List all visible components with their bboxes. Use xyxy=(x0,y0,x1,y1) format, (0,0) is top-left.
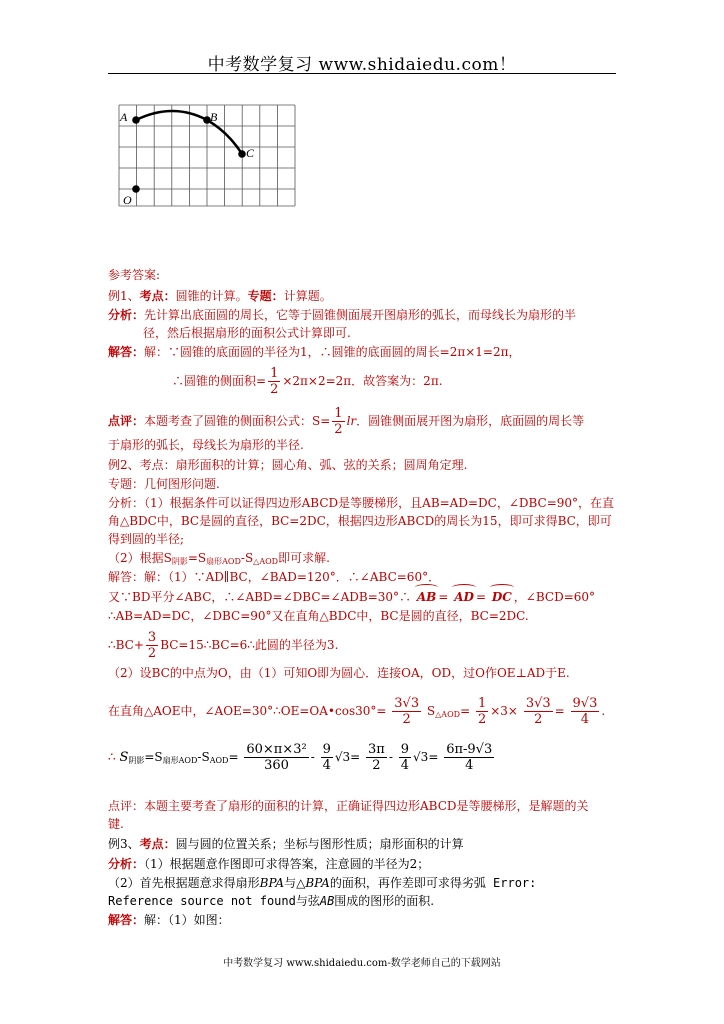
ex2-jieda-1: 解答：解：（1）∵AD∥BC，∠BAD=120°．∴∠ABC=60°． xyxy=(108,570,441,584)
ex1-jieda: 解答：解：∵圆锥的底面圆的半径为1，∴圆锥的底面圆的周长=2π×1=2π， xyxy=(108,345,521,359)
ex1-kaodian: 例1、考点：圆锥的计算。专题：计算题。 xyxy=(108,289,332,303)
ex2-fenxi-3: 得到圆的半径; xyxy=(108,532,185,546)
ex2-dianping: 点评：本题主要考查了扇形的面积的计算，正确证得四边形ABCD是等腰梯形，是解题的关 xyxy=(108,799,589,813)
ex3-fenxi-1: 分析：（1）根据题意作图即可求得答案，注意圆的半径为2； xyxy=(108,857,430,871)
label-a: A xyxy=(120,110,128,124)
ex2-fenxi-2: 角△BDC中，BC是圆的直径，BC=2DC，根据四边形ABCD的周长为15，即可求得BC，即可 xyxy=(108,514,612,528)
ex2-fenxi-1: 分析：（1）根据条件可以证得四边形ABCD是等腰梯形，且AB=AD=DC，∠DBC=90°，在直 xyxy=(108,496,615,510)
ex1-jieda-formula: ∴圆锥的侧面积= $\frac{1}{2}$ ×2π×2=2π．故答案为：2π. xyxy=(172,366,443,397)
ex2-jieda-3: ∴AB=AD=DC，∠DBC=90°又在直角△BDC中，BC是圆的直径，BC=2DC. xyxy=(108,609,529,623)
ex2-jieda-5: （2）设BC的中点为O，由（1）可知O即为圆心．连接OA，OD，过O作OE⊥AD于E. xyxy=(108,666,570,680)
ex2-zhuanti: 专题：几何图形问题. xyxy=(108,477,220,491)
point-a xyxy=(132,116,140,124)
grid-figure xyxy=(108,98,298,210)
ex2-jieda-6: 在直角△AOE中，∠AOE=30°∴OE=OA•cos30°= $\frac{3√3}{2}$ $S_{\triangle AOD}=$ $\frac{1}{2}$ ×3× $\frac{3√3}{2}$ = $\frac{9√3}{4}$ . xyxy=(108,696,606,727)
ex2-kaodian: 例2、考点：扇形面积的计算；圆心角、弧、弦的关系；圆周角定理. xyxy=(108,458,468,472)
label-c: C xyxy=(246,146,255,160)
answer-heading: 参考答案: xyxy=(108,268,161,282)
ex2-jieda-2: 又∵BD平分∠ABC，∴∠ABD=∠DBC=∠ADB=30°∴ AB = AD = DC ，∠BCD=60° xyxy=(108,590,596,604)
ex1-fenxi-cont: 径，然后根据扇形的面积公式计算即可. xyxy=(143,326,351,340)
header-divider xyxy=(108,73,616,74)
ex2-jieda-4: ∴BC+ $\frac{3}{2}$ BC=15∴BC=6∴此圆的半径为3. xyxy=(108,630,339,661)
page-header: 中考数学复习 www.shidaiedu.com！ xyxy=(207,55,517,75)
ex1-dianping-cont: 于扇形的弧长，母线长为扇形的半径. xyxy=(108,438,304,452)
ex3-fenxi-3: Reference source not found与弦AB围成的图形的面积. xyxy=(108,894,435,908)
ex3-kaodian: 例3、考点：圆与圆的位置关系；坐标与图形性质；扇形面积的计算 xyxy=(108,837,464,851)
ex2-dianping-cont: 键. xyxy=(108,817,124,831)
label-o: O xyxy=(123,193,132,207)
ex1-dianping: 点评：本题考查了圆锥的侧面积公式：S= $\frac{1}{2}$ lr．圆锥侧面展开图为扇形，底面圆的周长等 xyxy=(108,406,585,437)
ex3-jieda: 解答：解：（1）如图： xyxy=(108,913,230,927)
ex3-fenxi-2: （2）首先根据题意求得扇形BPA与△BPA的面积，再作差即可求得劣弧 Error: xyxy=(108,876,537,890)
point-o xyxy=(132,185,140,193)
ex1-fenxi: 分析：先计算出底面圆的周长，它等于圆锥侧面展开图扇形的弧长，而母线长为扇形的半 xyxy=(108,308,577,322)
page-footer: 中考数学复习 www.shidaiedu.com-数学老师自己的下载网站 xyxy=(223,958,501,969)
point-c xyxy=(238,150,246,158)
label-b: B xyxy=(210,110,218,124)
ex2-jieda-7: ∴ $S_{阴影}=S_{扇形AOD}-S_{AOD}=$ $\frac{\text{60×π×3²}}{360}$ - $\frac{9}{4}$ √3= $\frac{3\pi}{2}$ - $\frac{9}{4}$ √3= $\frac{6\pi-9√3}{4}$ xyxy=(108,742,493,773)
ex2-fenxi-4: （2）根据$S_{阴影}=S_{扇形AOD}-S_{\triangle AOD}$即可求解. xyxy=(108,551,330,566)
